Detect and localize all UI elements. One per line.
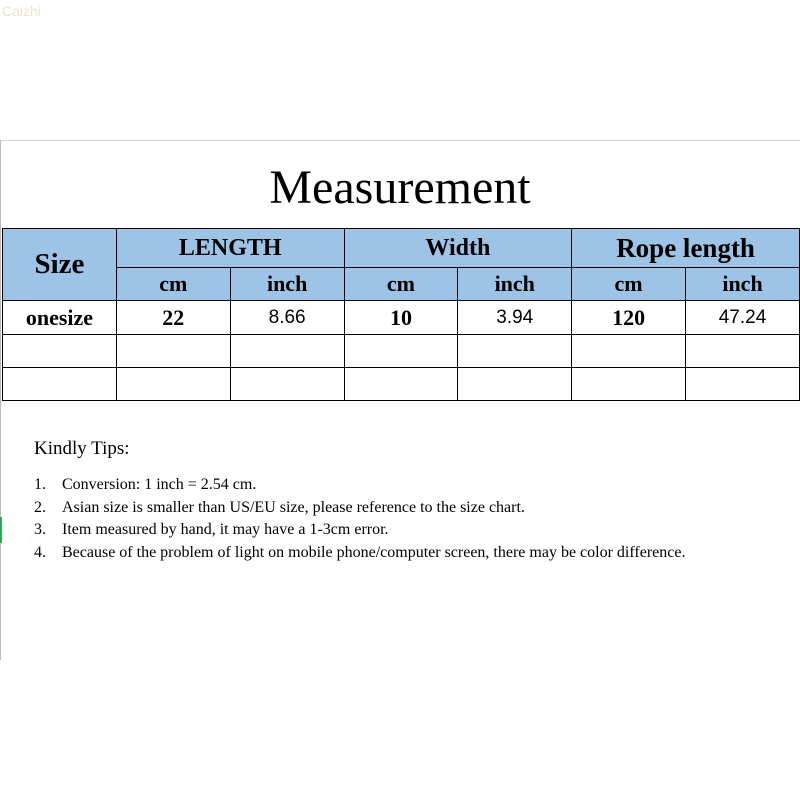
list-item [34,497,734,520]
unit-header-cell: inch [230,268,344,301]
table-row [3,335,800,368]
size-cell [3,368,117,401]
table-row [3,368,800,401]
sheet-top-border [0,140,800,141]
size-cell [3,335,117,368]
table-row [3,301,800,335]
list-item [34,519,734,542]
width-header-cell: Width [344,229,572,268]
table-cell [230,368,344,401]
length-inch-cell: 8.66 [230,301,344,335]
size-header-cell: Size [3,229,117,301]
table-cell [116,368,230,401]
unit-header-cell: inch [458,268,572,301]
cell-cursor-marker [0,517,2,543]
table-cell [458,368,572,401]
table-unit-row [3,268,800,301]
unit-header-cell: cm [116,268,230,301]
table-cell [572,335,686,368]
list-item [34,474,734,497]
table-cell [458,335,572,368]
table-cell [230,335,344,368]
unit-header-cell: inch [686,268,800,301]
unit-header-cell: cm [344,268,458,301]
list-item-text: Because of the problem of light on mobile phone/computer screen, there may be color difference. [62,543,686,561]
table-cell [686,368,800,401]
sheet-left-border [0,140,1,660]
rope-inch-cell: 47.24 [686,301,800,335]
list-item-number: 2. [34,498,46,516]
size-table [2,228,800,401]
table-cell [116,335,230,368]
rope-cm-cell: 120 [572,301,686,335]
length-cm-cell: 22 [116,301,230,335]
list-item-text: Conversion: 1 inch = 2.54 cm. [62,476,257,493]
width-cm-cell: 10 [344,301,458,335]
watermark: Caizhi [2,3,41,19]
list-item-number: 3. [34,521,46,538]
tips-list [34,474,734,564]
rope-length-header-cell: Rope length [572,229,800,268]
tips-heading: Kindly Tips: [34,438,130,459]
page-title: Measurement [269,161,531,214]
table-cell [686,335,800,368]
list-item-number: 4. [34,543,46,561]
unit-header-cell: cm [572,268,686,301]
table-cell [572,368,686,401]
list-item-text: Asian size is smaller than US/EU size, please reference to the size chart. [62,498,525,516]
length-header-cell: LENGTH [116,229,344,268]
size-cell: onesize [3,301,117,335]
table-cell [344,335,458,368]
list-item-text: Item measured by hand, it may have a 1-3cm error. [62,521,389,538]
table-cell [344,368,458,401]
list-item-number: 1. [34,476,46,493]
list-item [34,542,734,565]
table-header-row [3,229,800,268]
width-inch-cell: 3.94 [458,301,572,335]
